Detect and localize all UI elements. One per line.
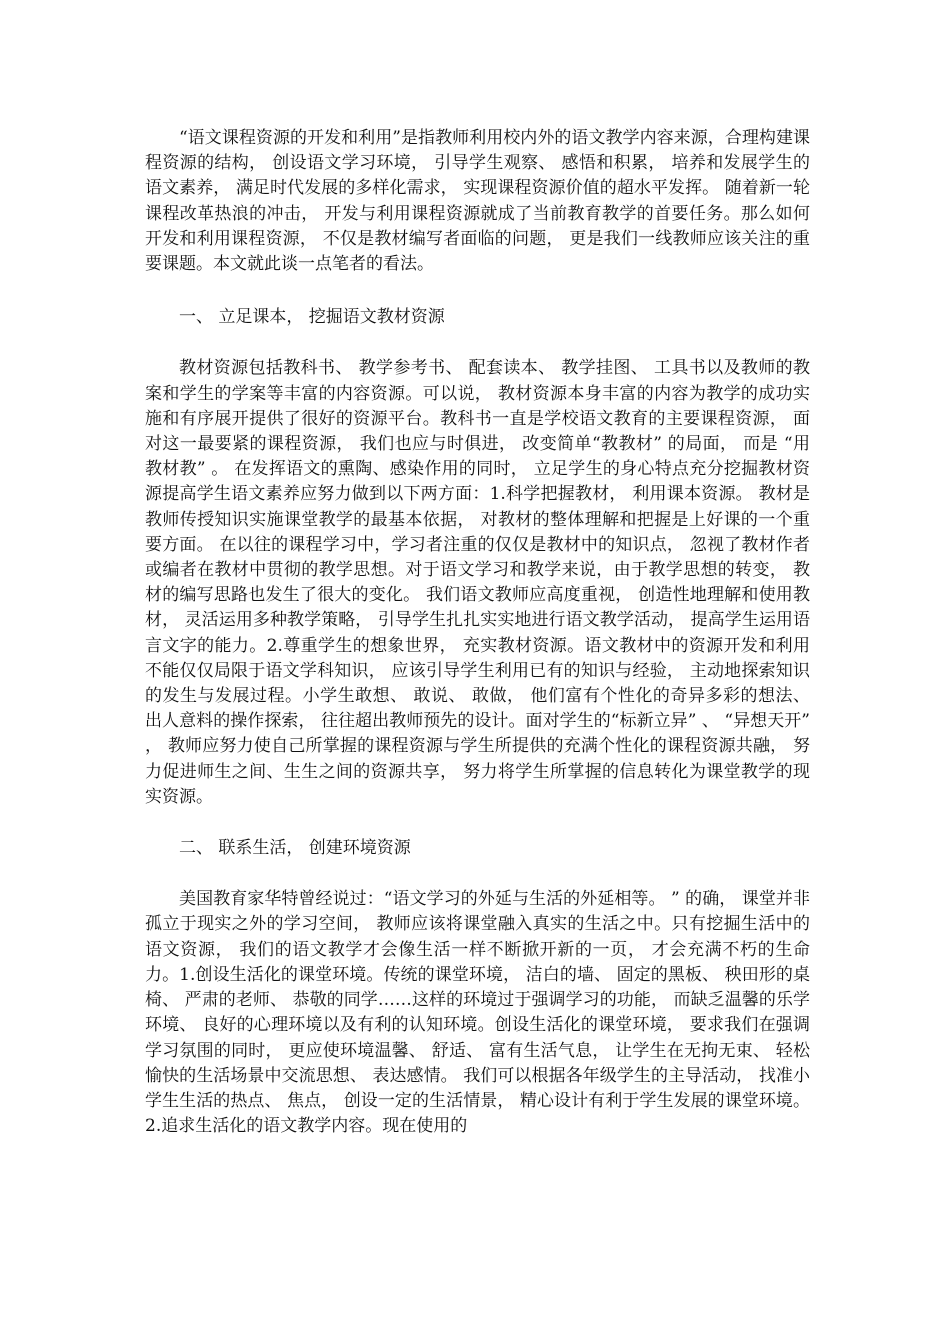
section-body-2: 美国教育家华特曾经说过：“语文学习的外延与生活的外延相等。 ” 的确， 课堂并非孤立于现实之外的学习空间， 教师应该将课堂融入真实的生活之中。只有挖掘生活中的语文资源， 我们的语文教学才会像生活一样不断掀开新的一页， 才会充满不朽的生命力。1.创设生活化的课堂环境。传统的课堂环境， 洁白的墙、 固定的黑板、 秧田形的桌椅、 严肃的老师、 恭敬的同学……这样的环境过于强调学习的功能， 而缺乏温馨的乐学环境、 良好的心理环境以及有利的认知环境。创设生活化的课堂环境， 要求我们在强调学习氛围的同时， 更应使环境温馨、 舒适、 富有生活气息， 让学生在无拘无束、 轻松愉快的生活场景中交流思想、 表达感情。 我们可以根据各年级学生的主导活动， 找准小学生生活的热点、 焦点， 创设一定的生活情景， 精心设计有利于学生发展的课堂环境。2.追求生活化的语文教学内容。现在使用的 — [145, 889, 810, 1137]
section-body-1: 教材资源包括教科书、 教学参考书、 配套读本、 教学挂图、 工具书以及教师的教案和学生的学案等丰富的内容资源。可以说， 教材资源本身丰富的内容为教学的成功实施和有序展开提供了很好的资源平台。教科书一直是学校语文教育的主要课程资源， 面对这一最要紧的课程资源， 我们也应与时俱进， 改变简单“教教材” 的局面， 而是 “用教材教” 。 在发挥语文的熏陶、感染作用的同时， 立足学生的身心特点充分挖掘教材资源提高学生语文素养应努力做到以下两方面：1.科学把握教材， 利用课本资源。 教材是教师传授知识实施课堂教学的最基本依据， 对教材的整体理解和把握是上好课的一个重要方面。 在以往的课程学习中，学习者注重的仅仅是教材中的知识点， 忽视了教材作者或编者在教材中贯彻的教学思想。对于语文学习和教学来说，由于教学思想的转变， 教材的编写思路也发生了很大的变化。 我们语文教师应高度重视， 创造性地理解和使用教材， 灵活运用多种教学策略， 引导学生扎扎实实地进行语文教学活动， 提高学生运用语言文字的能力。2.尊重学生的想象世界， 充实教材资源。语文教材中的资源开发和利用不能仅仅局限于语文学科知识， 应该引导学生利用已有的知识与经验， 主动地探索知识的发生与发展过程。小学生敢想、 敢说、 敢做， 他们富有个性化的奇异多彩的想法、 出人意料的操作探索， 往往超出教师预先的设计。面对学生的“标新立异” 、 “异想天开” ， 教师应努力使自己所掌握的课程资源与学生所提供的充满个性化的课程资源共融， 努力促进师生之间、生生之间的资源共享， 努力将学生所掌握的信息转化为课堂教学的现实资源。 — [145, 358, 810, 807]
spacer — [145, 861, 810, 887]
section-heading-2: 二、 联系生活， 创建环境资源 — [179, 838, 411, 859]
spacer — [145, 810, 810, 836]
spacer — [145, 277, 810, 305]
document-page — [145, 126, 810, 1139]
intro-paragraph: “语文课程资源的开发和利用”是指教师利用校内外的语文教学内容来源，合理构建课程资源的结构， 创设语文学习环境， 引导学生观察、 感悟和积累， 培养和发展学生的语文素养， 满足时代发展的多样化需求， 实现课程资源价值的超水平发挥。 随着新一轮课程改革热浪的冲击， 开发与利用课程资源就成了当前教育教学的首要任务。那么如何开发和利用课程资源， 不仅是教材编写者面临的问题， 更是我们一线教师应该关注的重要课题。本文就此谈一点笔者的看法。 — [145, 128, 810, 275]
spacer — [145, 330, 810, 356]
section-heading-1: 一、 立足课本， 挖掘语文教材资源 — [179, 307, 445, 328]
